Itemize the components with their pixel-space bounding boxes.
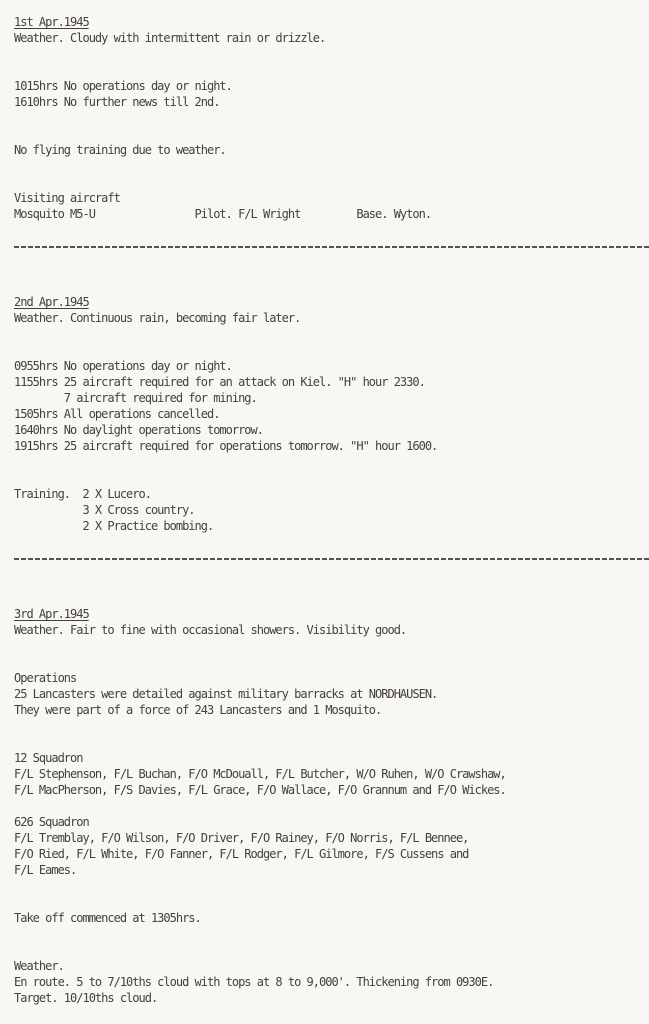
doc-line: F/L Eames. [14, 863, 77, 877]
doc-line: F/O Ried, F/L White, F/O Fanner, F/L Rodger, F/L Gilmore, F/S Cussens and [14, 847, 469, 861]
dashed-rule [14, 246, 649, 248]
doc-line: Weather. Fair to fine with occasional showers. Visibility good. [14, 623, 407, 637]
doc-line: 25 Lancasters were detailed against military barracks at NORDHAUSEN. [14, 687, 438, 701]
blank-line [14, 798, 649, 814]
date-heading: 1st Apr.1945 [14, 15, 89, 29]
blank-line [14, 110, 649, 126]
doc-line: No flying training due to weather. [14, 143, 226, 157]
blank-line [14, 174, 649, 190]
blank-line [14, 534, 649, 550]
doc-line: Weather. Cloudy with intermittent rain or drizzle. [14, 31, 326, 45]
doc-line: 7 aircraft required for mining. [14, 391, 257, 405]
blank-line [14, 590, 649, 606]
blank-line [14, 894, 649, 910]
doc-line: 1640hrs No daylight operations tomorrow. [14, 423, 263, 437]
blank-line [14, 470, 649, 486]
doc-line: They were part of a force of 243 Lancasters and 1 Mosquito. [14, 703, 382, 717]
blank-line [14, 574, 649, 590]
doc-line: Operations [14, 671, 77, 685]
doc-line: 1610hrs No further news till 2nd. [14, 95, 220, 109]
blank-line [14, 278, 649, 294]
doc-line: 1015hrs No operations day or night. [14, 79, 232, 93]
blank-line [14, 926, 649, 942]
doc-line: F/L Stephenson, F/L Buchan, F/O McDouall, F/L Butcher, W/O Ruhen, W/O Crawshaw, [14, 767, 506, 781]
doc-line: 3 X Cross country. [14, 503, 195, 517]
doc-line: Mosquito M5-U Pilot. F/L Wright Base. Wyton. [14, 207, 432, 221]
dashed-rule [14, 558, 649, 560]
blank-line [14, 126, 649, 142]
doc-line: 2 X Practice bombing. [14, 519, 214, 533]
blank-line [14, 734, 649, 750]
doc-line: Target. 10/10ths cloud. [14, 991, 158, 1005]
doc-line: 626 Squadron [14, 815, 89, 829]
blank-line [14, 62, 649, 78]
doc-line: Weather. [14, 959, 64, 973]
doc-line: 1155hrs 25 aircraft required for an attack on Kiel. "H" hour 2330. [14, 375, 425, 389]
separator-line [14, 246, 649, 262]
doc-line: Visiting aircraft [14, 191, 120, 205]
doc-line: Take off commenced at 1305hrs. [14, 911, 201, 925]
separator-line [14, 558, 649, 574]
doc-line: F/L MacPherson, F/S Davies, F/L Grace, F/O Wallace, F/O Grannum and F/O Wickes. [14, 783, 506, 797]
blank-line [14, 638, 649, 654]
doc-line: En route. 5 to 7/10ths cloud with tops at 8 to 9,000'. Thickening from 0930E. [14, 975, 494, 989]
blank-line [14, 262, 649, 278]
blank-line [14, 878, 649, 894]
blank-line [14, 454, 649, 470]
blank-line [14, 654, 649, 670]
doc-line: F/L Tremblay, F/O Wilson, F/O Driver, F/O Rainey, F/O Norris, F/L Bennee, [14, 831, 469, 845]
doc-line: Training. 2 X Lucero. [14, 487, 151, 501]
doc-line: 1915hrs 25 aircraft required for operations tomorrow. "H" hour 1600. [14, 439, 438, 453]
doc-line: Weather. Continuous rain, becoming fair later. [14, 311, 301, 325]
blank-line [14, 158, 649, 174]
blank-line [14, 342, 649, 358]
blank-line [14, 46, 649, 62]
doc-line: 12 Squadron [14, 751, 83, 765]
date-heading: 3rd Apr.1945 [14, 607, 89, 621]
blank-line [14, 942, 649, 958]
blank-line [14, 718, 649, 734]
doc-line: 1505hrs All operations cancelled. [14, 407, 220, 421]
blank-line [14, 1006, 649, 1022]
blank-line [14, 222, 649, 238]
blank-line [14, 326, 649, 342]
doc-line: 0955hrs No operations day or night. [14, 359, 232, 373]
date-heading: 2nd Apr.1945 [14, 295, 89, 309]
